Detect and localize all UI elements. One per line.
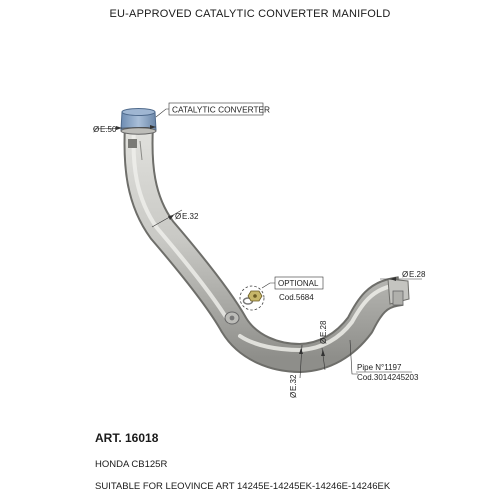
dim-e28-right-text: E.28: [409, 270, 426, 279]
sensor-boss-hole: [230, 316, 235, 321]
optional-code-text: Cod.5684: [279, 293, 314, 302]
diameter-symbol: Ø: [402, 270, 409, 279]
diameter-symbol: Ø: [93, 125, 100, 134]
optional-nut-hole: [253, 294, 257, 298]
dim-e32-upper-text: E.32: [182, 212, 199, 221]
dim-e32-lower: [289, 374, 298, 398]
optional-label: [275, 277, 323, 302]
catalytic-converter-top: [122, 109, 155, 116]
dim-e28-lower: [319, 320, 328, 344]
pipe-joint-ring: [121, 128, 156, 134]
dim-e32-upper: [175, 212, 199, 221]
diameter-symbol: Ø: [175, 212, 182, 221]
pipe-code-text: Cod.3014245203: [357, 373, 419, 382]
dim-e28-right: [402, 270, 426, 279]
pipe-end-bracket: [393, 291, 403, 305]
diagram-title: EU-APPROVED CATALYTIC CONVERTER MANIFOLD: [109, 8, 391, 20]
dim-e50-text: E.50: [100, 125, 117, 134]
diameter-symbol: Ø: [289, 391, 298, 398]
dim-e50: [93, 125, 117, 134]
catalytic-label: [169, 103, 270, 115]
optional-label-text: OPTIONAL: [278, 279, 319, 288]
compatibility-text: SUITABLE FOR LEOVINCE ART 14245E-14245EK-14246E-14246EK: [95, 481, 391, 492]
vehicle-model: HONDA CB125R: [95, 459, 168, 470]
dim-e28-lower-text: E.28: [319, 320, 328, 337]
catalytic-label-text: CATALYTIC CONVERTER: [172, 104, 271, 115]
pipe-label: [356, 363, 419, 382]
brand-stamp: [128, 139, 137, 148]
dim-e32-lower-text: E.32: [289, 374, 298, 391]
article-number: ART. 16018: [95, 431, 159, 445]
pipe-number-text: Pipe N°1197: [357, 363, 402, 372]
exhaust-pipe: [138, 125, 401, 358]
diameter-symbol: Ø: [319, 337, 328, 344]
